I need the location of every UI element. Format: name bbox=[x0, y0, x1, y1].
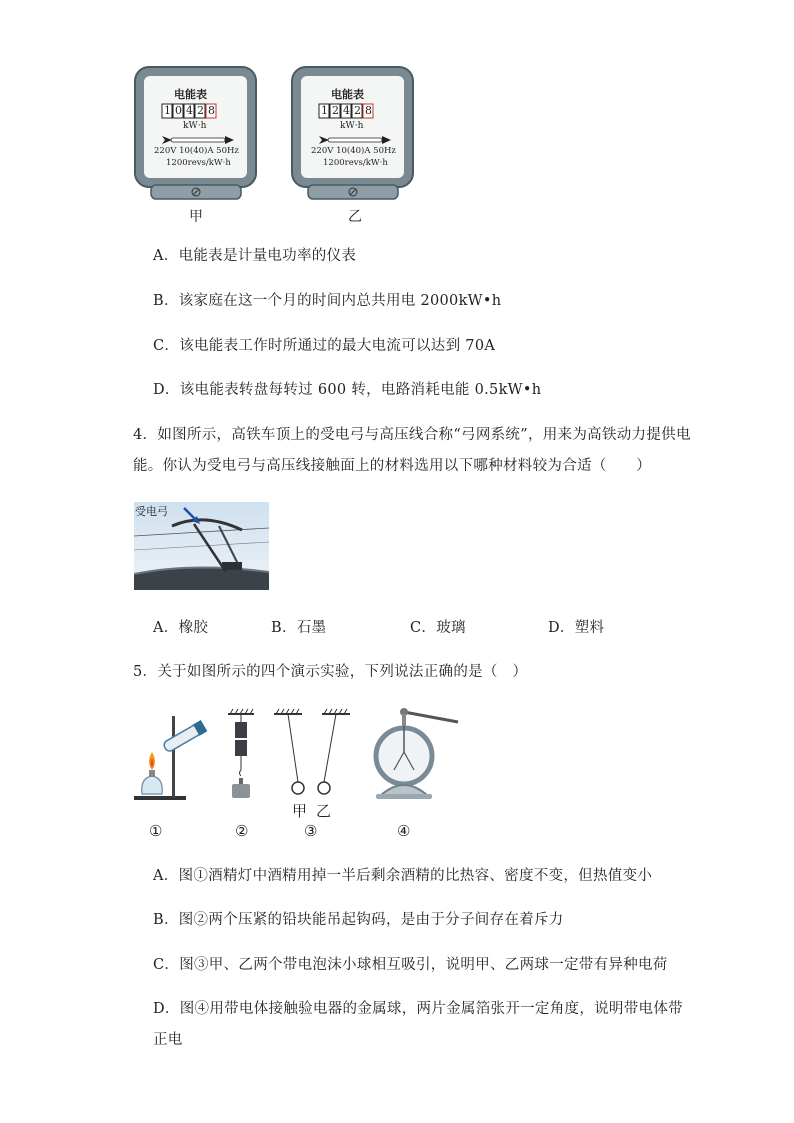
alcohol-lamp-illustration bbox=[132, 708, 212, 803]
digit: 2 bbox=[354, 104, 361, 117]
figure-number-4: ④ bbox=[397, 822, 411, 840]
q4-stem-line2: 能。你认为受电弓与高压线接触面上的材料选用以下哪种材料较为合适（ ） bbox=[133, 458, 651, 474]
digit: 2 bbox=[332, 104, 339, 117]
meter-yi-caption: 乙 bbox=[348, 209, 362, 225]
electroscope-illustration bbox=[370, 704, 462, 804]
figure-number-2: ② bbox=[235, 822, 249, 840]
figure-number-1: ① bbox=[149, 822, 163, 840]
digit: 8 bbox=[365, 104, 372, 117]
meter-jia-caption: 甲 bbox=[189, 209, 203, 225]
q4-option-c: C．玻璃 bbox=[410, 620, 466, 636]
q3-option-c: C．该电能表工作时所通过的最大电流可以达到 70A bbox=[153, 338, 496, 354]
meter-jia-title: 电能表 bbox=[174, 88, 207, 101]
q5-option-b: B．图②两个压紧的铅块能吊起钩码，是由于分子间存在着斥力 bbox=[153, 912, 564, 928]
q3-option-b: B．该家庭在这一个月的时间内总共用电 2000kW•h bbox=[153, 293, 502, 309]
q3-option-d: D．该电能表转盘每转过 600 转，电路消耗电能 0.5kW•h bbox=[153, 382, 542, 398]
meter-yi-unit: kW·h bbox=[340, 121, 364, 131]
q5-option-d-cont: 正电 bbox=[153, 1032, 183, 1048]
meter-jia bbox=[134, 66, 258, 206]
q4-option-b: B．石墨 bbox=[271, 620, 327, 636]
digit: 0 bbox=[175, 104, 182, 117]
digit: 8 bbox=[208, 104, 215, 117]
q5-option-c: C．图③甲、乙两个带电泡沫小球相互吸引，说明甲、乙两球一定带有异种电荷 bbox=[153, 957, 668, 973]
q4-option-a: A．橡胶 bbox=[153, 620, 209, 636]
ball-label-yi: 乙 bbox=[316, 802, 332, 820]
meter-jia-spec2: 1200revs/kW·h bbox=[166, 158, 231, 168]
digit: 4 bbox=[186, 104, 193, 117]
figure-alcohol-lamp bbox=[132, 708, 212, 803]
meter-jia-spec1: 220V 10(40)A 50Hz bbox=[154, 146, 239, 156]
digit: 4 bbox=[343, 104, 350, 117]
q5-option-d: D．图④用带电体接触验电器的金属球，两片金属箔张开一定角度，说明带电体带 bbox=[153, 1001, 683, 1017]
q4-stem-line1: 4．如图所示，高铁车顶上的受电弓与高压线合称“弓网系统”，用来为高铁动力提供电 bbox=[133, 427, 691, 443]
q3-option-a: A．电能表是计量电功率的仪表 bbox=[153, 248, 357, 264]
pantograph-label: 受电弓 bbox=[135, 505, 168, 518]
meter-yi bbox=[291, 66, 415, 206]
charged-balls-illustration bbox=[272, 708, 354, 808]
meter-jia-unit: kW·h bbox=[183, 121, 207, 131]
digit: 1 bbox=[164, 104, 171, 117]
ball-label-jia: 甲 bbox=[292, 802, 308, 820]
pantograph-photo bbox=[134, 502, 269, 590]
figure-lead-blocks bbox=[224, 708, 258, 803]
digit: 2 bbox=[197, 104, 204, 117]
digit: 1 bbox=[321, 104, 328, 117]
figure-electroscope bbox=[370, 704, 462, 804]
q4-option-d: D．塑料 bbox=[548, 620, 605, 636]
meter-yi-title: 电能表 bbox=[331, 88, 364, 101]
q5-option-a: A．图①酒精灯中酒精用掉一半后剩余酒精的比热容、密度不变，但热值变小 bbox=[153, 868, 653, 884]
figure-number-3: ③ bbox=[304, 822, 318, 840]
meter-yi-spec2: 1200revs/kW·h bbox=[323, 158, 388, 168]
meter-yi-spec1: 220V 10(40)A 50Hz bbox=[311, 146, 396, 156]
lead-blocks-illustration bbox=[224, 708, 258, 803]
figure-charged-balls bbox=[272, 708, 354, 820]
q5-stem: 5．关于如图所示的四个演示实验，下列说法正确的是（ ） bbox=[133, 664, 528, 680]
